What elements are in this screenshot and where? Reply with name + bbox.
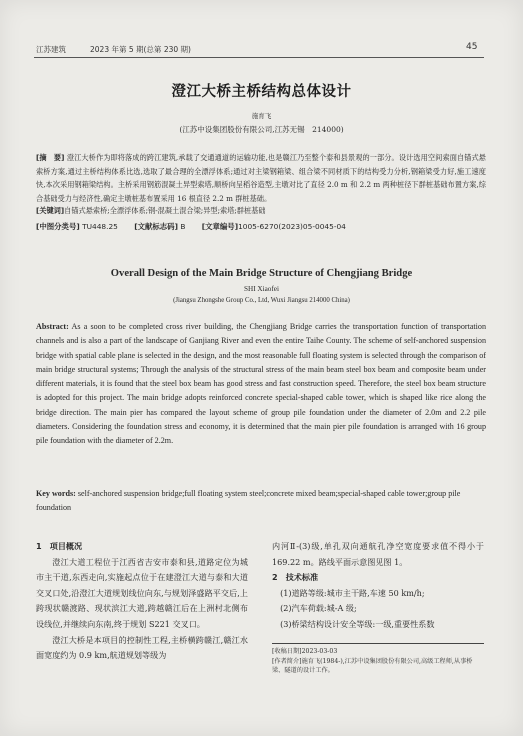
affiliation-cn: (江苏中设集团股份有限公司,江苏无锡 214000) <box>179 125 344 134</box>
article-title-cn: 澄江大桥主桥结构总体设计 <box>171 84 352 100</box>
received-date: [收稿日期]2023-03-03 <box>272 648 338 655</box>
clc-label: [中图分类号] <box>36 222 80 231</box>
list-item: (2)汽车荷载:城-A 级; <box>280 603 357 614</box>
abstract-text-cn: 澄江大桥作为即将落成的跨江建筑,承载了交通通道的运输功能,也是赣江乃至整个泰和县景观的一部分。设计选用空间索面自锚式悬索桥方案,通过主桥结构体系比选,选取了最合理的全漂浮体系;通过对主梁钢箱梁、组合梁不同材质下的结构受力分析,钢箱梁受力好,施工速度快,本次采用钢箱梁结构。主桥采用钢筋混凝土异型索塔,顺桥向呈稻谷造型,主墩对比了直径 2.0 m 和 2.2 m 两种桩径下群桩基础布置方案,综合基础受力与经济性,确定主墩桩基布置采用 16 根直径 2.2 m 群桩基础。 <box>36 153 486 203</box>
classification-line <box>36 221 486 233</box>
body-column-right <box>272 539 484 633</box>
section-heading-standards: 2 技术标准 <box>272 572 319 583</box>
clc-value: TU448.25 <box>82 222 118 231</box>
keywords-text-en: self-anchored suspension bridge;full floating system steel;concrete mixed beam;special-shaped cable tower;group pile foundation <box>36 489 461 513</box>
abstract-label-cn: [摘 要] <box>36 153 65 162</box>
footnote <box>272 647 484 676</box>
doc-code-label: [文献标志码] <box>134 222 178 231</box>
body-paragraph: 内河Ⅱ-(3)级,单孔双向通航孔净空宽度要求值不得小于 169.22 m。路线平面示意图见图 1。 <box>272 541 484 567</box>
author-en: SHI Xiaofei <box>244 285 279 293</box>
header-rule <box>34 57 484 58</box>
standards-list <box>272 586 484 633</box>
author-cn: 施育飞 <box>251 112 272 120</box>
abstract-label-en: Abstract: <box>36 322 69 331</box>
article-no-value: 1005-6270(2023)05-0045-04 <box>238 222 346 231</box>
article-no-label: [文章编号] <box>201 222 239 231</box>
author-bio: [作者简介]施育飞(1984-),江苏中设集团股份有限公司,高级工程师,从事桥梁、隧道的设计工作。 <box>272 657 473 674</box>
list-item: (3)桥梁结构设计安全等级:一级,重要性系数 <box>280 618 435 629</box>
body-paragraph: 澄江大桥是本项目的控制性工程,主桥横跨赣江,赣江水面宽度约为 0.9 km,航道规划等级为 <box>36 634 248 661</box>
keywords-text-cn: 自锚式悬索桥;全漂浮体系;钢-混凝土混合梁;异型;索塔;群桩基础 <box>64 206 266 215</box>
keywords-cn <box>36 205 486 217</box>
body-column-left <box>36 539 248 664</box>
list-item: (1)道路等级:城市主干路,车速 50 km/h; <box>280 587 425 598</box>
journal-name: 江苏建筑 <box>36 45 66 54</box>
abstract-text-en: As a soon to be completed cross river building, the Chengjiang Bridge carries the transportation function of transportation channels and is also a part of the landscape of Ganjiang River and even the entire Taihe County. The scheme of self-anchored suspension bridge with spatial cable plane is selected in the design, and the most reasonable full floating system is selected through the comparison of main bridge structural systems; Through the analysis of the structural stress of the main beam steel box beam and composite beam under different materials, it is found that the steel box beam has good stress and fast construction speed. Therefore, the steel box beam structure is adopted for this project. The main bridge adopts reinforced concrete special-shaped cable tower, which is shaped like rice along the bridge direction. The main pier has compared the layout scheme of group pile foundation under the diameter of 2.0m and 2.2 pile diameters. Considering the foundation stress and economy, it is determined that the main pier pile foundation is arranged with 16 group pile foundation with the diameter of 2.2m. <box>36 322 486 446</box>
article-title-en: Overall Design of the Main Bridge Structure of Chengjiang Bridge <box>110 268 413 279</box>
abstract-en <box>36 320 486 449</box>
keywords-en <box>36 487 486 516</box>
affiliation-en: (Jiangsu Zhongshe Group Co., Ltd, Wuxi Jiangsu 214000 China) <box>173 297 350 304</box>
section-heading-overview: 1 项目概况 <box>36 541 83 551</box>
keywords-label-en: Key words: <box>36 489 76 498</box>
page-number: 45 <box>466 42 478 52</box>
abstract-cn <box>36 151 486 205</box>
doc-code-value: B <box>180 222 186 231</box>
issue-info: 2023 年第 5 期(总第 230 期) <box>90 45 191 54</box>
footnote-rule <box>272 643 484 644</box>
body-paragraph: 澄江大道工程位于江西省吉安市泰和县,道路定位为城市主干道,东西走向,实施起点位于在建澄江大道与泰和大道交叉口处,沿澄江大道规划线位向东,与规划泽盛路平交后,上跨现状赣渡路、现状滨江大道,跨越赣江后在上洲村北侧布设线位,并继续向东南,终于规划 S221 交叉口。 <box>36 556 248 629</box>
keywords-label-cn: [关键词] <box>36 206 65 215</box>
